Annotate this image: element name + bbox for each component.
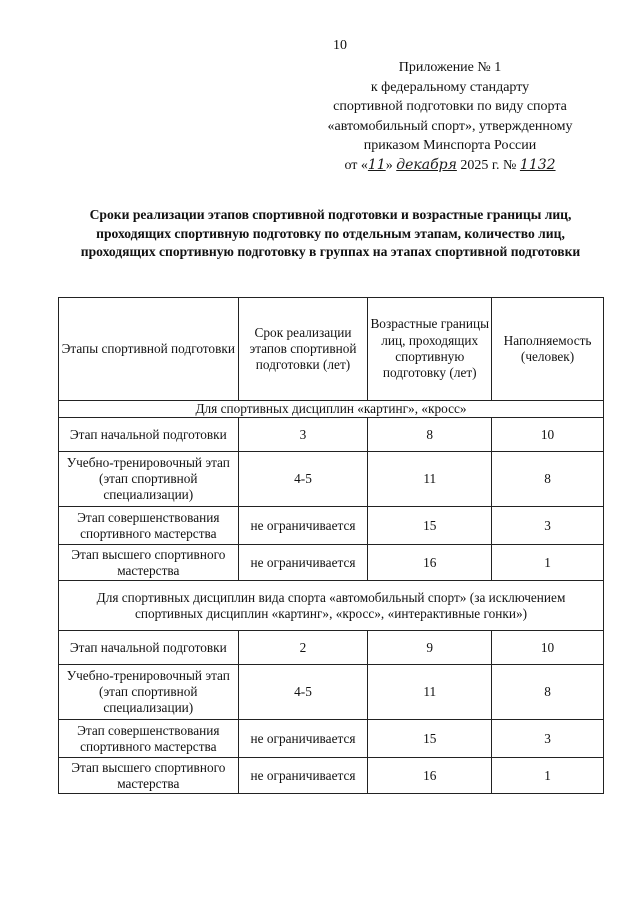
group-header-row bbox=[59, 581, 604, 631]
header-stages: Этапы спортивной подготовки bbox=[59, 298, 239, 401]
capacity-cell: 8 bbox=[492, 665, 604, 720]
stage-cell: Этап высшего спортивного мастерства bbox=[59, 758, 239, 794]
table-row bbox=[59, 631, 604, 665]
age-cell: 11 bbox=[368, 665, 492, 720]
capacity-cell: 1 bbox=[492, 545, 604, 581]
duration-cell: 4-5 bbox=[238, 665, 368, 720]
group-title: Для спортивных дисциплин «картинг», «кросс» bbox=[59, 401, 604, 418]
duration-cell: не ограничивается bbox=[238, 507, 368, 545]
age-cell: 15 bbox=[368, 507, 492, 545]
duration-cell: не ограничивается bbox=[238, 720, 368, 758]
table-row bbox=[59, 758, 604, 794]
stage-cell: Этап начальной подготовки bbox=[59, 631, 239, 665]
duration-cell: не ограничивается bbox=[238, 545, 368, 581]
table-row bbox=[59, 545, 604, 581]
duration-cell: не ограничивается bbox=[238, 758, 368, 794]
group-header-row bbox=[59, 401, 604, 418]
stage-cell: Этап совершенствования спортивного мастерства bbox=[59, 720, 239, 758]
duration-cell: 4-5 bbox=[238, 452, 368, 507]
document-title: Сроки реализации этапов спортивной подготовки и возрастные границы лиц, проходящих спортивную подготовку по отдельным этапам, количество лиц, проходящих спортивную подготовку в группах на этапах спортивной подготовки bbox=[80, 207, 581, 259]
capacity-cell: 1 bbox=[492, 758, 604, 794]
capacity-cell: 10 bbox=[492, 418, 604, 452]
table-row bbox=[59, 665, 604, 720]
age-cell: 8 bbox=[368, 418, 492, 452]
capacity-cell: 3 bbox=[492, 720, 604, 758]
capacity-cell: 8 bbox=[492, 452, 604, 507]
duration-cell: 3 bbox=[238, 418, 368, 452]
stage-cell: Этап совершенствования спортивного мастерства bbox=[59, 507, 239, 545]
age-cell: 11 bbox=[368, 452, 492, 507]
order-year: 2025 г. № bbox=[456, 157, 520, 173]
page-number: 10 bbox=[333, 38, 347, 53]
order-prefix: от « bbox=[344, 157, 368, 173]
stage-cell: Учебно-тренировочный этап (этап спортивной специализации) bbox=[59, 452, 239, 507]
age-cell: 16 bbox=[368, 545, 492, 581]
annex-line: к федеральному стандарту bbox=[370, 79, 530, 95]
table-row bbox=[59, 452, 604, 507]
header-duration: Срок реализации этапов спортивной подготовки (лет) bbox=[238, 298, 368, 401]
stage-cell: Этап начальной подготовки bbox=[59, 418, 239, 452]
order-number: 1132 bbox=[519, 156, 556, 173]
duration-cell: 2 bbox=[238, 631, 368, 665]
stage-cell: Этап высшего спортивного мастерства bbox=[59, 545, 239, 581]
age-cell: 16 bbox=[368, 758, 492, 794]
annex-block bbox=[300, 58, 600, 175]
table-row bbox=[59, 720, 604, 758]
capacity-cell: 10 bbox=[492, 631, 604, 665]
table-header-row bbox=[59, 298, 604, 401]
header-age: Возрастные границы лиц, проходящих спортивную подготовку (лет) bbox=[368, 298, 492, 401]
annex-line: спортивной подготовки по виду спорта bbox=[333, 99, 567, 114]
order-line bbox=[300, 156, 600, 176]
table-row bbox=[59, 418, 604, 452]
annex-line: «автомобильный спорт», утвержденному bbox=[327, 118, 573, 134]
order-month: декабря bbox=[396, 156, 457, 173]
stages-table bbox=[58, 297, 604, 794]
stage-cell: Учебно-тренировочный этап (этап спортивной специализации) bbox=[59, 665, 239, 720]
age-cell: 9 bbox=[368, 631, 492, 665]
order-day: 11 bbox=[367, 156, 386, 173]
capacity-cell: 3 bbox=[492, 507, 604, 545]
order-mid: » bbox=[385, 157, 397, 173]
annex-line: Приложение № 1 bbox=[398, 60, 502, 75]
group-title: Для спортивных дисциплин вида спорта «автомобильный спорт» (за исключением спортивных дисциплин «картинг», «кросс», «интерактивные гонки») bbox=[59, 581, 604, 631]
annex-line: приказом Минспорта России bbox=[363, 138, 537, 153]
header-capacity: Наполняемость (человек) bbox=[492, 298, 604, 401]
age-cell: 15 bbox=[368, 720, 492, 758]
table-row bbox=[59, 507, 604, 545]
